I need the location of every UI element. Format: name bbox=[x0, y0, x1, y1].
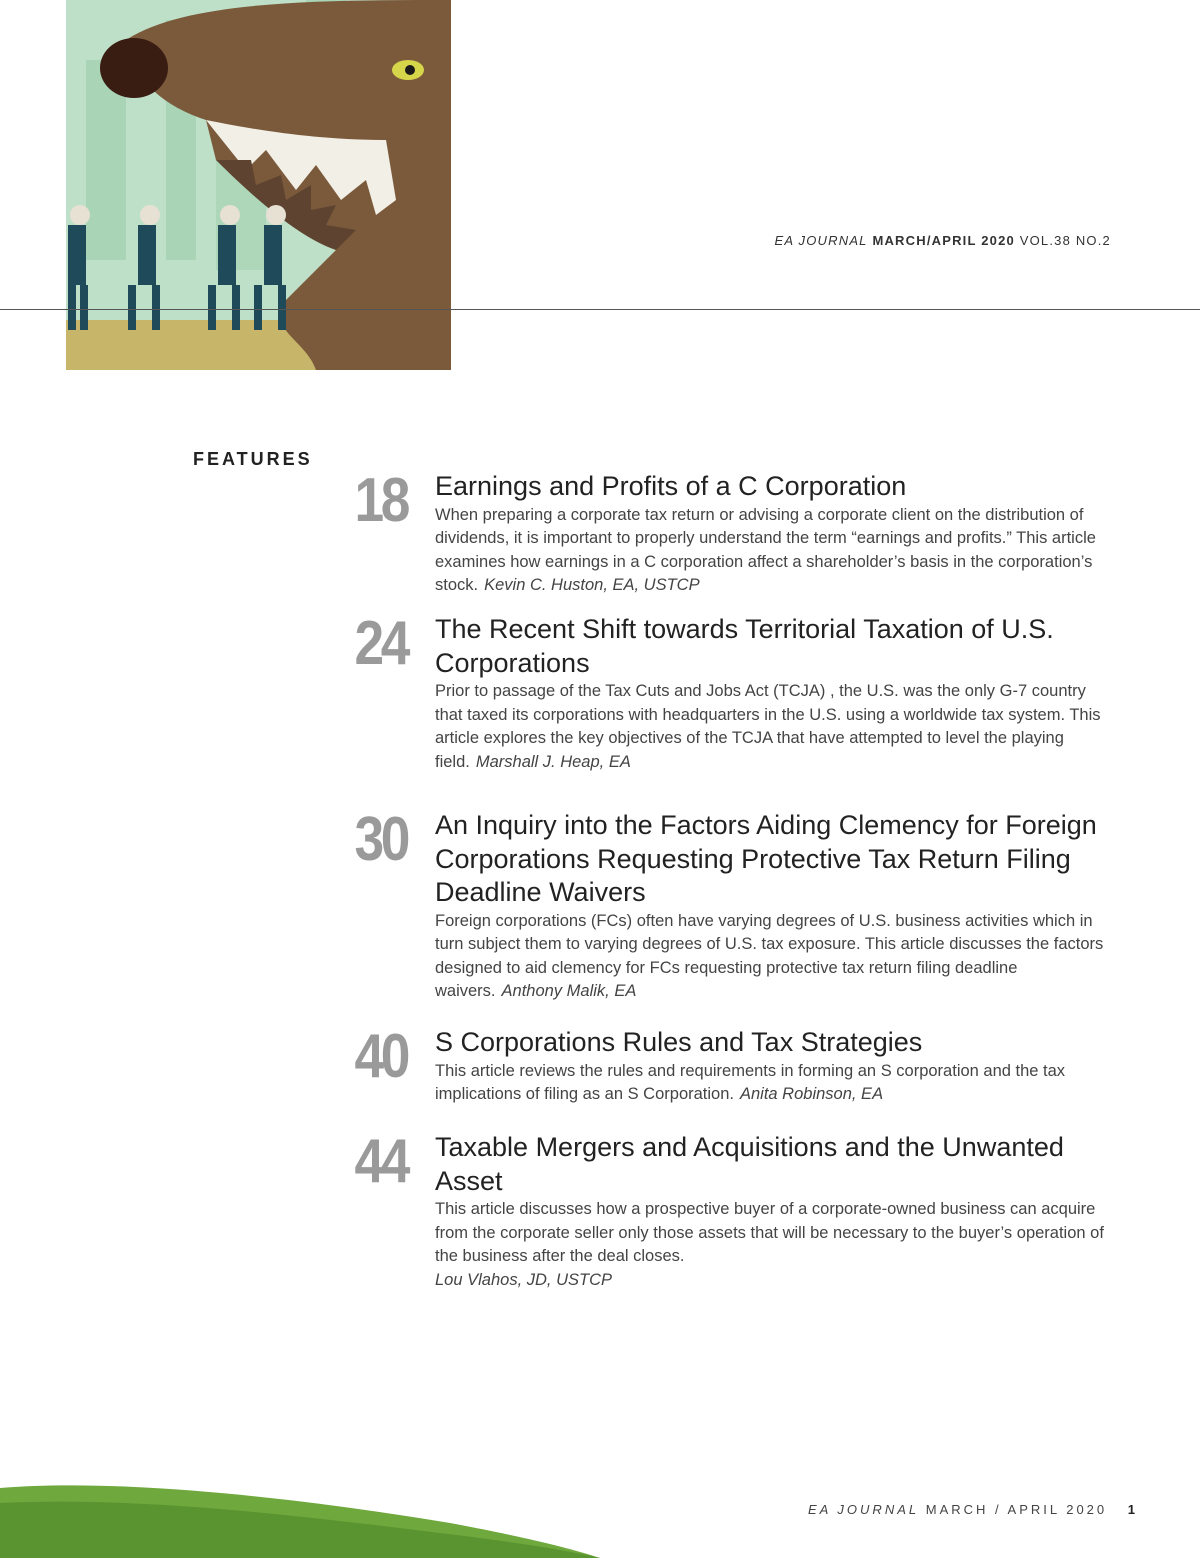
footer-journal: EA JOURNAL bbox=[807, 1502, 920, 1517]
article-author: Anthony Malik, EA bbox=[501, 982, 637, 1001]
article-page-number: 30 bbox=[354, 805, 407, 874]
article-description bbox=[435, 680, 1105, 774]
article-author: Lou Vlahos, JD, USTCP bbox=[435, 1270, 612, 1289]
article-description-text: Foreign corporations (FCs) often have varying degrees of U.S. business activities which in turn subject them to varying degrees of U.S. tax exposure. This article discusses the factors designed to aid clemency for FCs requesting protective tax return filing deadline waivers. bbox=[435, 911, 1104, 1001]
article-title[interactable]: An Inquiry into the Factors Aiding Clemency for Foreign Corporations Requesting Protective Tax Return Filing Deadline Waivers bbox=[435, 810, 1097, 907]
footer-page-number: 1 bbox=[1127, 1502, 1138, 1517]
masthead-issue: MARCH/APRIL 2020 bbox=[872, 233, 1015, 248]
article-title[interactable]: The Recent Shift towards Territorial Taxation of U.S. Corporations bbox=[435, 614, 1054, 678]
article-page-number: 40 bbox=[354, 1022, 407, 1091]
header-rule bbox=[0, 309, 1200, 310]
article-title[interactable]: Taxable Mergers and Acquisitions and the Unwanted Asset bbox=[435, 1132, 1064, 1196]
article-title[interactable]: Earnings and Profits of a C Corporation bbox=[435, 471, 907, 501]
article-description bbox=[435, 910, 1105, 1004]
article-description-text: This article discusses how a prospective buyer of a corporate-owned business can acquire from the corporate seller only those assets that will be necessary to the buyer’s operation of the business after the deal closes. bbox=[435, 1200, 1104, 1266]
cover-illustration bbox=[66, 0, 451, 370]
masthead-journal: EA JOURNAL bbox=[774, 233, 868, 248]
article-description bbox=[435, 1060, 1105, 1107]
article-page-number: 44 bbox=[354, 1127, 407, 1196]
article-page-number: 18 bbox=[354, 466, 407, 535]
article-page-number: 24 bbox=[354, 609, 407, 678]
article-author: Kevin C. Huston, EA, USTCP bbox=[484, 576, 700, 595]
article-description-text: This article reviews the rules and requirements in forming an S corporation and the tax implications of filing as an S Corporation. bbox=[435, 1061, 1066, 1104]
article-entry[interactable] bbox=[345, 805, 1105, 1004]
masthead-volume: VOL.38 NO.2 bbox=[1019, 233, 1111, 248]
article-description bbox=[435, 1198, 1105, 1292]
masthead bbox=[774, 233, 1111, 248]
footer-issue: MARCH / APRIL 2020 bbox=[925, 1502, 1108, 1517]
article-entry[interactable] bbox=[345, 1127, 1105, 1292]
article-description bbox=[435, 504, 1105, 598]
article-entry[interactable] bbox=[345, 609, 1105, 774]
article-description-text: When preparing a corporate tax return or advising a corporate client on the distribution of dividends, it is important to properly understand the term “earnings and profits.” This article examines how earnings in a C corporation affect a shareholder’s basis in the corporation’s stock. bbox=[435, 505, 1096, 595]
article-description-text: Prior to passage of the Tax Cuts and Jobs Act (TCJA) , the U.S. was the only G-7 country that taxed its corporations with headquarters in the U.S. using a worldwide tax system. This article explores the key objectives of the TCJA that have attempted to level the playing field. bbox=[435, 682, 1101, 771]
grass-decoration bbox=[0, 1478, 600, 1558]
wolf-sheep-illustration bbox=[66, 0, 451, 370]
article-author: Marshall J. Heap, EA bbox=[475, 752, 631, 771]
page-footer bbox=[808, 1502, 1138, 1517]
article-entry[interactable] bbox=[345, 466, 1105, 598]
article-entry[interactable] bbox=[345, 1022, 1105, 1107]
section-label: FEATURES bbox=[193, 449, 313, 469]
article-author: Anita Robinson, EA bbox=[739, 1085, 884, 1104]
article-title[interactable]: S Corporations Rules and Tax Strategies bbox=[435, 1027, 923, 1057]
